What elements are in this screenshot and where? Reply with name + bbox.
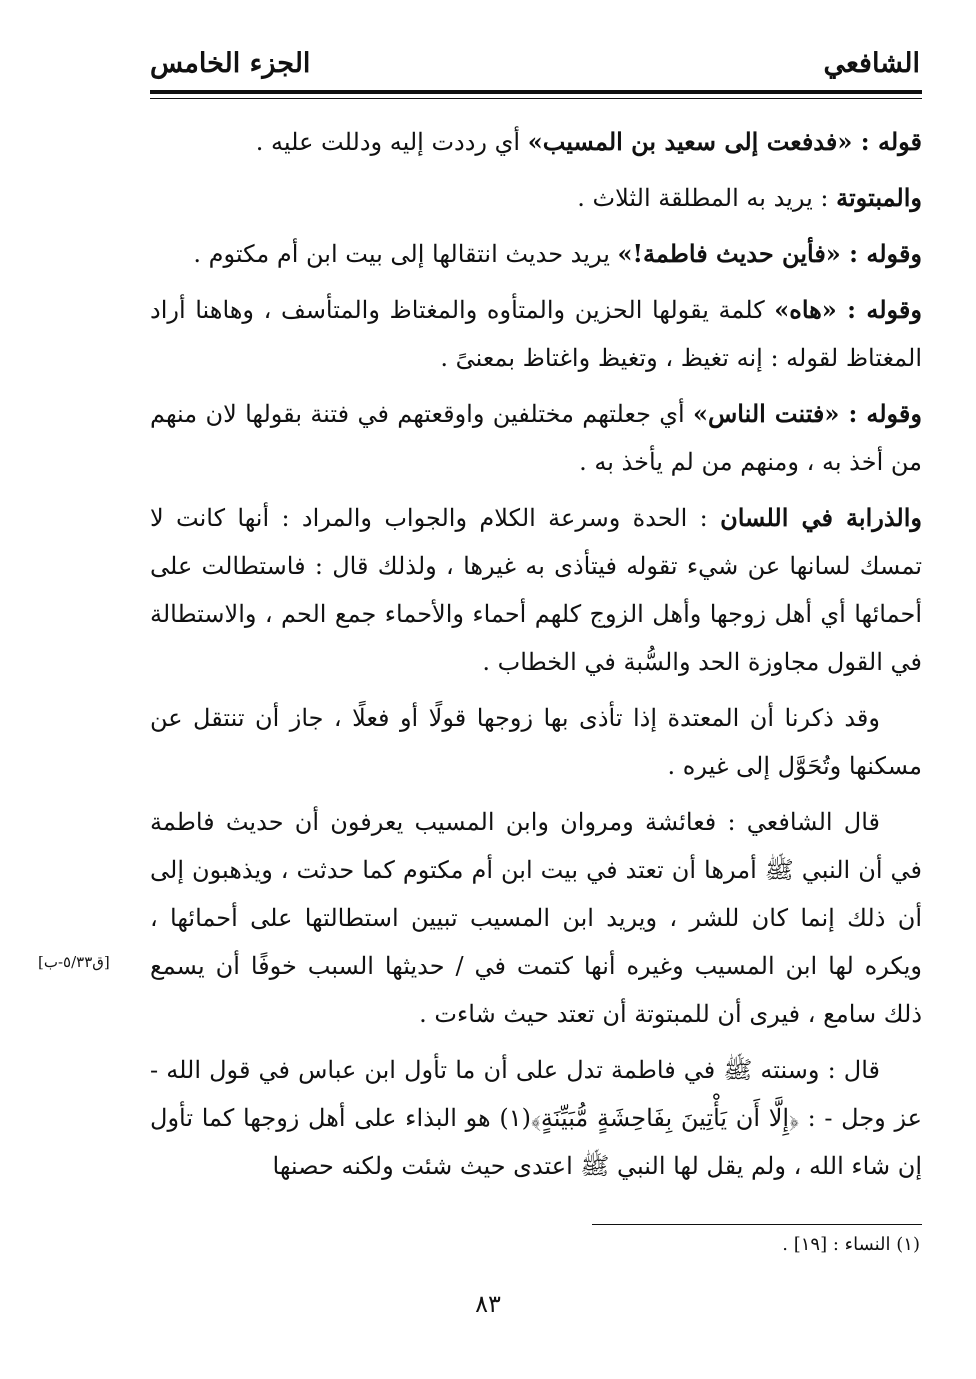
header-author: الشافعي bbox=[823, 48, 920, 79]
manuscript-folio-marker: [ق٥/٣٣-ب] bbox=[38, 953, 110, 971]
paragraph-text: أي جعلتهم مختلفين واوقعتهم في فتنة بقولها لان منهم من أخذ به ، ومنهم من لم يأخذ به . bbox=[150, 400, 922, 476]
paragraph bbox=[150, 230, 922, 278]
paragraph-text: كلمة يقولها الحزين والمتأوه والمغتاظ والمتأسف ، وهاهنا أراد المغتاظ لقوله : إنه تغيظ ، وتغيظ واغتاظ بمعنىً . bbox=[150, 296, 922, 372]
paragraph bbox=[150, 286, 922, 382]
paragraph bbox=[150, 694, 922, 790]
page-number: ٨٣ bbox=[475, 1290, 501, 1318]
header-rule-thin bbox=[150, 98, 922, 99]
paragraph bbox=[150, 1046, 922, 1190]
paragraph bbox=[150, 390, 922, 486]
running-header bbox=[150, 48, 920, 88]
paragraph bbox=[150, 494, 922, 686]
paragraph bbox=[150, 174, 922, 222]
paragraph-text: قال : وسنته ﷺ في فاطمة تدل على أن ما تأول ابن عباس في قول الله - عز وجل - : ﴿إِلَّا أَن يَأْتِينَ بِفَاحِشَةٍ مُّبَيِّنَةٍ﴾(١) هو البذاء على أهل زوجها كما تأول إن شاء الله ، ولم يقل لها النبي ﷺ اعتدى حيث شئت ولكنه حصنها bbox=[150, 1056, 922, 1180]
header-volume: الجزء الخامس bbox=[150, 48, 311, 79]
paragraph-text: قال الشافعي : فعائشة ومروان وابن المسيب يعرفون أن حديث فاطمة في أن النبي ﷺ أمرها أن تعتد في بيت ابن أم مكتوم كما حدثت ، ويذهبون إلى أن ذلك إنما كان للشر ، ويريد ابن المسيب تبيين استطالتها على أحمائها ، ويكره لها ابن المسيب وغيره أنها كتمت في / حديثها السبب خوفًا أن يسمع ذلك سامع ، فيرى أن للمبتوتة أن تعتد حيث شاءت . bbox=[150, 808, 922, 1028]
paragraph-text: : الحدة وسرعة الكلام والجواب والمراد : أنها كانت لا تمسك لسانها عن شيء تقوله فيتأذى به غيرها ، ولذلك قال : فاستطالت على أحمائها أي أهل زوجها وأهل الزوج كلهم أحماء والأحماء جمع الحم ، والاستطالة في القول مجاوزة الحد والسُّبة في الخطاب . bbox=[150, 504, 923, 676]
paragraph-text: : يريد به المطلقة الثلاث . bbox=[577, 184, 837, 212]
footnote-rule bbox=[592, 1224, 922, 1225]
paragraph-lead: والذرابة في اللسان bbox=[720, 503, 923, 532]
paragraph bbox=[150, 798, 922, 1038]
paragraph-text: يريد حديث انتقالها إلى بيت ابن أم مكتوم . bbox=[193, 240, 618, 268]
paragraph-text: أي رددت إليه ودللت عليه . bbox=[255, 128, 528, 156]
paragraph-lead: وقوله : «فتنت الناس» bbox=[693, 399, 922, 428]
paragraph-text: وقد ذكرنا أن المعتدة إذا تأذى بها زوجها قولًا أو فعلًا ، جاز أن تنتقل عن مسكنها وتُحَوَّل إلى غيره . bbox=[150, 704, 922, 780]
paragraph-lead: وقوله : «هاه» bbox=[774, 295, 922, 324]
main-text bbox=[150, 118, 922, 1198]
paragraph bbox=[150, 118, 922, 166]
header-rule-thick bbox=[150, 90, 922, 94]
paragraph-lead: والمبتوتة bbox=[836, 183, 922, 212]
paragraph-lead: وقوله : «فأين حديث فاطمة!» bbox=[617, 239, 922, 268]
footnote: (١) النساء : [١٩] . bbox=[782, 1234, 920, 1255]
paragraph-lead: قوله : «فدفعت إلى سعيد بن المسيب» bbox=[527, 127, 922, 156]
